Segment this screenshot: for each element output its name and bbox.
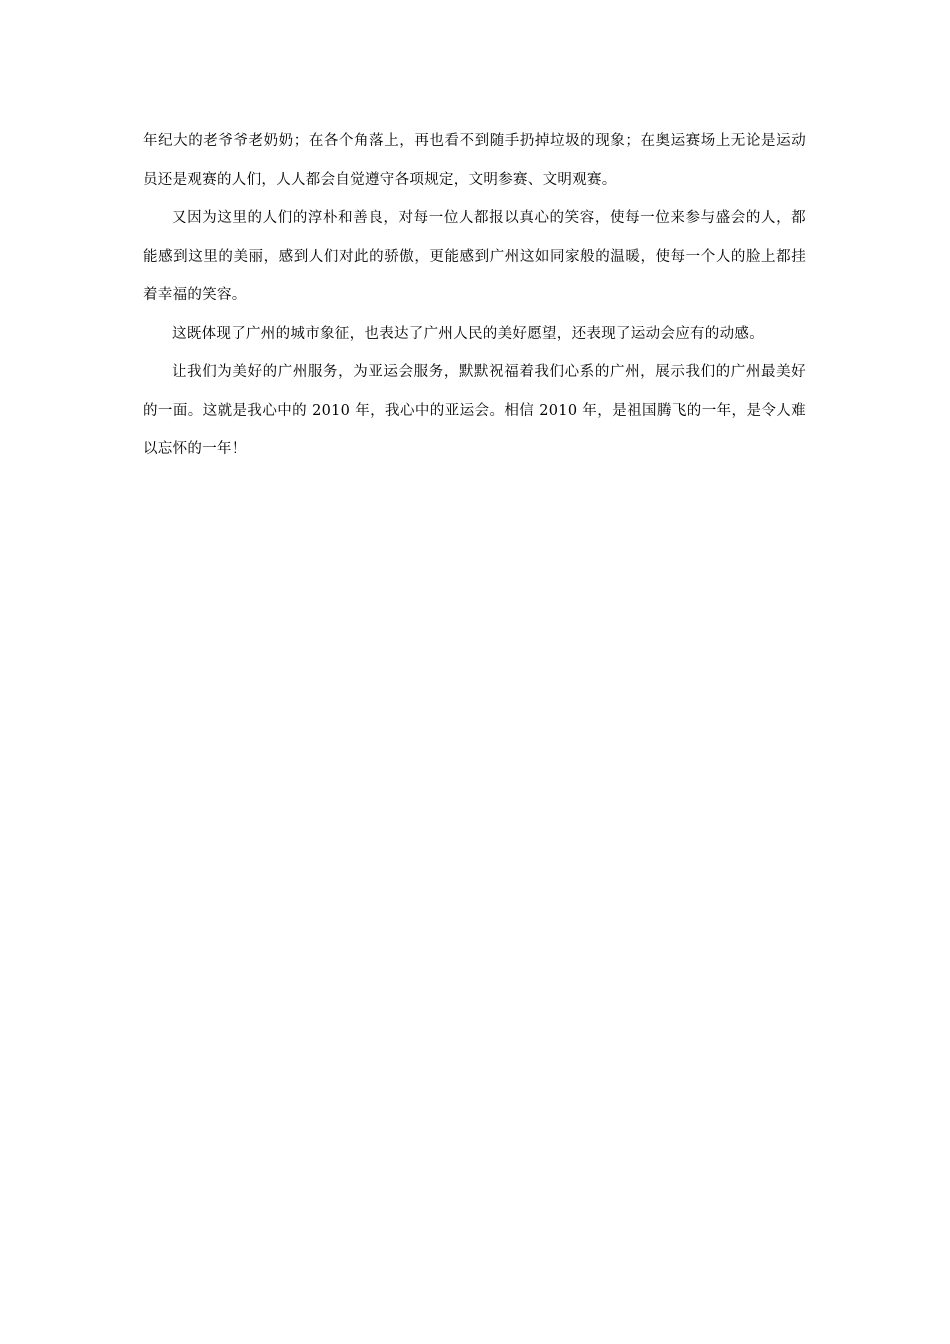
paragraph-continuation: 年纪大的老爷爷老奶奶；在各个角落上，再也看不到随手扔掉垃圾的现象；在奥运赛场上无论是运动员还是观赛的人们，人人都会自觉遵守各项规定，文明参赛、文明观赛。	[143, 133, 806, 188]
paragraph-city-symbol: 这既体现了广州的城市象征，也表达了广州人民的美好愿望，还表现了运动会应有的动感。	[172, 325, 764, 342]
paragraph-conclusion: 让我们为美好的广州服务，为亚运会服务，默默祝福着我们心系的广州，展示我们的广州最美好的一面。这就是我心中的 2010 年，我心中的亚运会。相信 2010 年，是祖国腾飞的一年，是令人难以忘怀的一年！	[143, 364, 806, 457]
document-body	[143, 122, 806, 469]
paragraph-people-kindness: 又因为这里的人们的淳朴和善良，对每一位人都报以真心的笑容，使每一位来参与盛会的人，都能感到这里的美丽，感到人们对此的骄傲，更能感到广州这如同家般的温暖，使每一个人的脸上都挂着幸福的笑容。	[143, 210, 806, 303]
